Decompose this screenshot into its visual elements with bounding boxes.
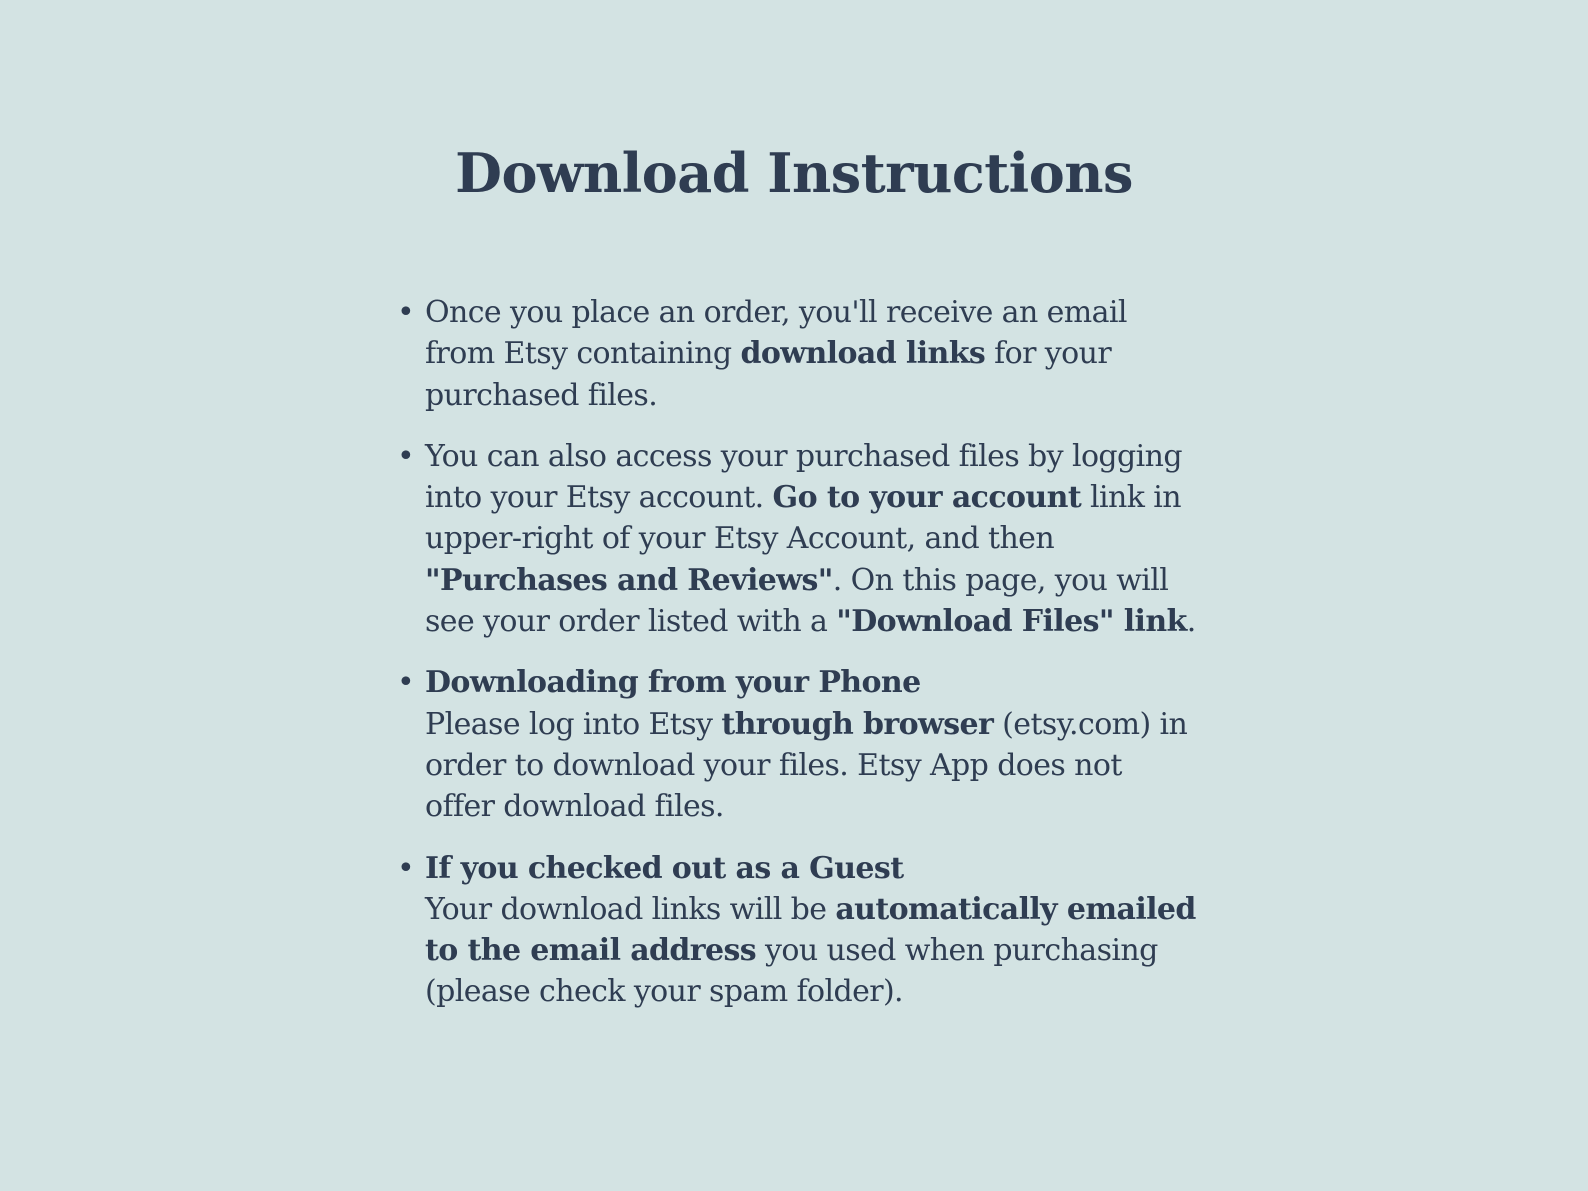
instruction-emphasis: download links <box>740 336 986 372</box>
instruction-item-guest <box>397 848 1197 1013</box>
instruction-text: . <box>1186 604 1196 640</box>
instruction-emphasis: "Download Files" link <box>836 604 1187 640</box>
instruction-text: Please log into Etsy <box>425 706 722 742</box>
instruction-text: link in upper-right of your Etsy Account, and then <box>425 480 1181 557</box>
instruction-emphasis: Go to your account <box>772 480 1082 516</box>
instruction-item-order-email <box>397 292 1197 416</box>
instruction-text: Once you place an order, you'll receive an email from Etsy containing <box>425 295 1127 372</box>
instructions-list <box>397 292 1197 1033</box>
instruction-text: for your purchased files. <box>425 336 1112 413</box>
instruction-emphasis: "Purchases and Reviews" <box>425 562 833 598</box>
instruction-emphasis: through browser <box>721 706 994 742</box>
instruction-text: (etsy.com) in order to download your files. Etsy App does not offer download files. <box>425 706 1188 825</box>
instruction-item-phone <box>397 662 1197 827</box>
instruction-text: you used when purchasing (please check your spam folder). <box>425 933 1158 1010</box>
bullet-icon: • <box>397 665 415 701</box>
instruction-emphasis: automatically emailed to the email address <box>425 891 1196 969</box>
instruction-text: . On this page, you will see your order listed with a <box>425 562 1169 640</box>
instruction-item-account-access <box>397 436 1197 642</box>
instruction-heading: If you checked out as a Guest <box>425 850 904 886</box>
bullet-icon: • <box>397 295 415 330</box>
instruction-text: You can also access your purchased files by logging into your Etsy account. <box>425 438 1182 516</box>
bullet-icon: • <box>397 438 415 474</box>
instruction-text: Your download links will be <box>425 891 836 927</box>
instruction-heading: Downloading from your Phone <box>425 665 921 701</box>
bullet-icon: • <box>397 850 415 886</box>
page-title: Download Instructions <box>455 141 1133 205</box>
